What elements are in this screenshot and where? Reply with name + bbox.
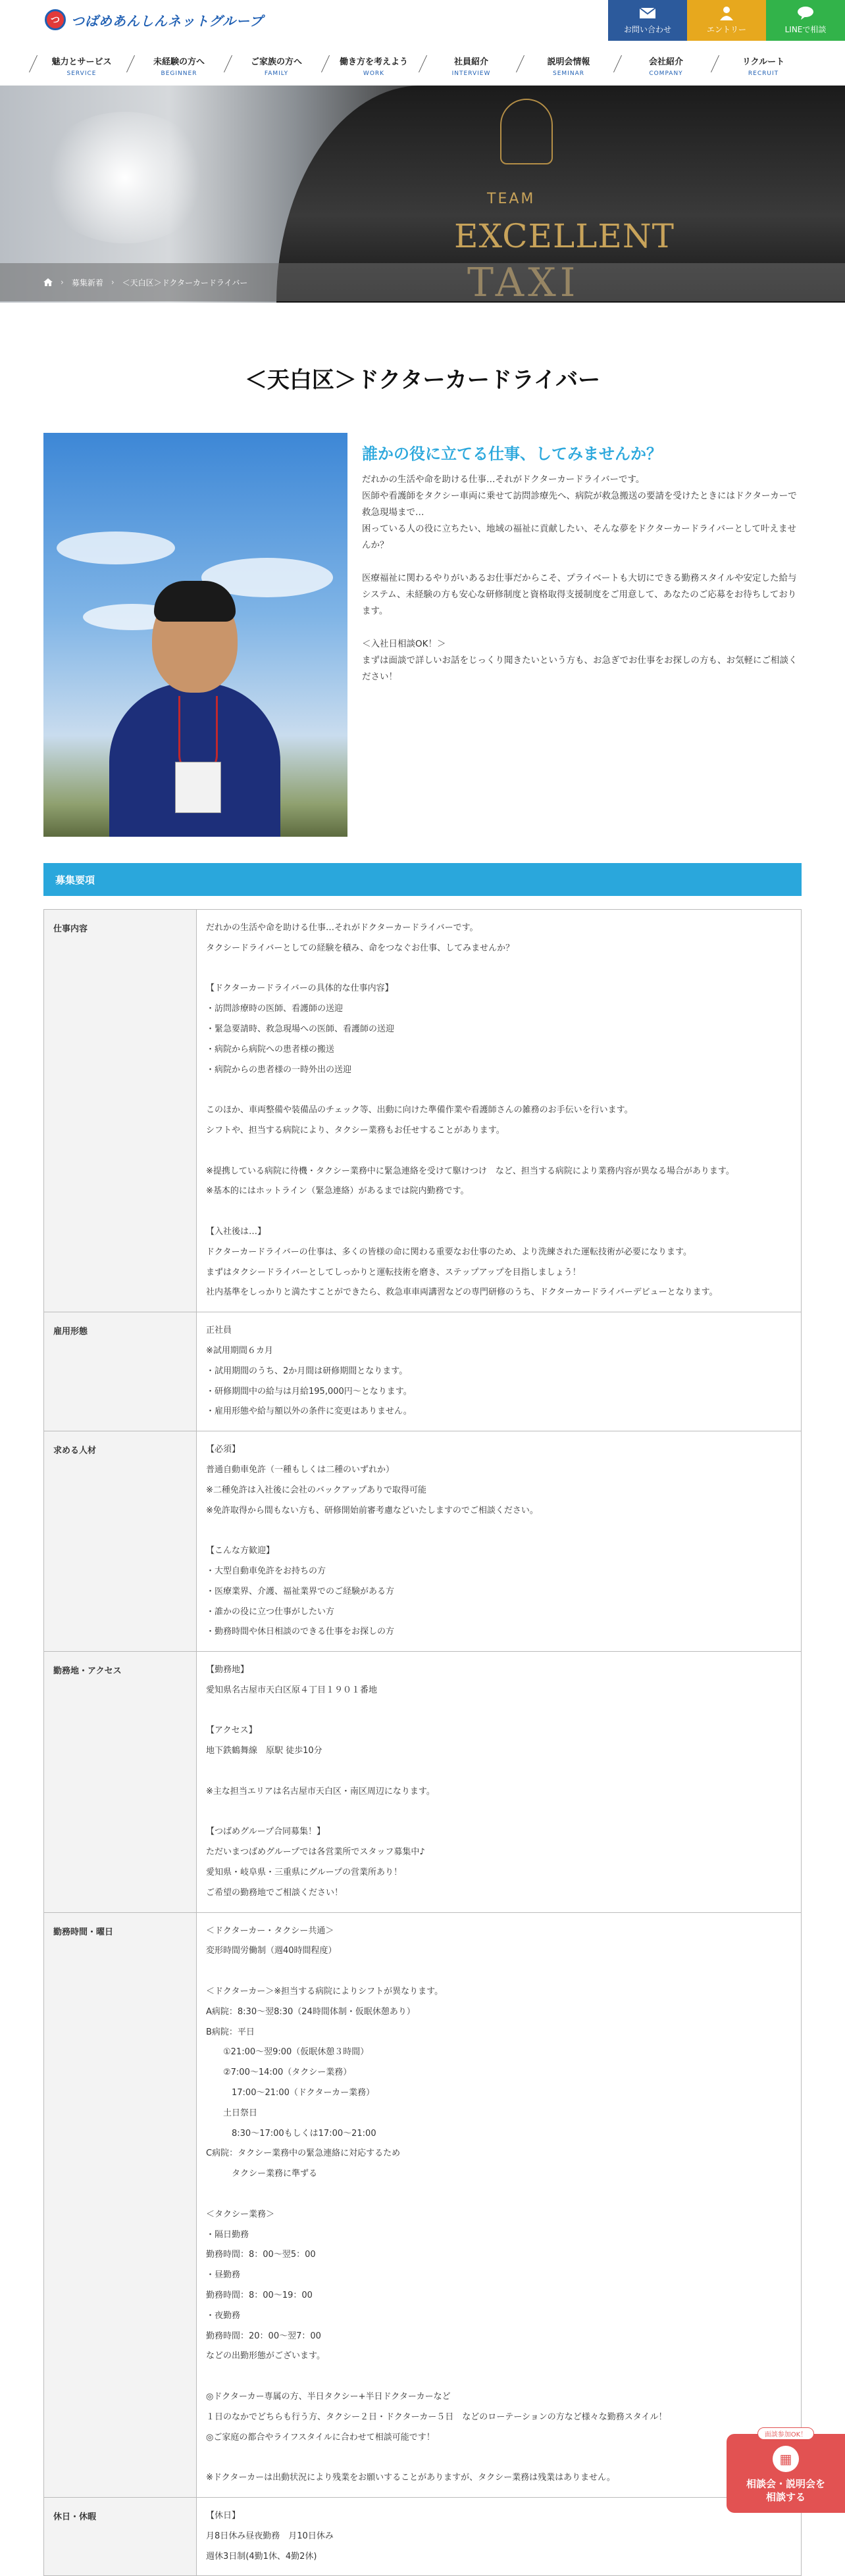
hero-text-excellent: EXCELLENT — [454, 217, 675, 255]
nav-service[interactable] — [33, 46, 130, 86]
nav-seminar[interactable] — [520, 46, 617, 86]
nav-sub: INTERVIEW — [451, 70, 491, 77]
breadcrumb — [0, 263, 845, 301]
nav-work[interactable] — [325, 46, 423, 86]
line-chat-icon — [797, 6, 814, 20]
page-title: ＜天白区＞ドクターカードライバー — [244, 367, 601, 393]
nav-sub: RECRUIT — [748, 70, 779, 77]
hero-text-team: TEAM — [487, 191, 536, 207]
entry-label: エントリー — [706, 25, 746, 34]
nav-sub: WORK — [363, 70, 385, 77]
row-value: 【勤務地】 愛知県名古屋市天白区原４丁目１９０１番地 【アクセス】 地下鉄鶴舞線 原駅 徒歩10分 ※主な担当エリアは名古屋市天白区・南区周辺になります。 【つばめグループ合同募集！】 ただいまつばめグループでは各営業所でスタッフ募集中♪ 愛知県・岐阜県・三重県にグループの営業所あり！ ご希望の勤務地でご相談ください！ — [197, 1652, 802, 1913]
row-label: 勤務地・アクセス — [44, 1652, 197, 1913]
nav-sub: FAMILY — [264, 70, 289, 77]
top-buttons — [608, 0, 845, 41]
row-value: だれかの生活や命を助ける仕事…それがドクターカードライバーです。 タクシードライバーとしての経験を積み、命をつなぐお仕事、してみませんか？ 【ドクターカードライバーの具体的な仕事内容】 ・訪問診療時の医師、看護師の送迎 ・緊急要請時、救急現場への医師、看護師の送迎 ・病院から病院への患者様の搬送 ・病院からの患者様の一時外出の送迎 このほか、車両整備や装備品のチェック等、出動に向けた準備作業や看護師さんの雑務のお手伝いを行います。 シフトや、担当する病院により、タクシー業務もお任せすることがあります。 ※提携している病院に待機・タクシー業務中に緊急連絡を受けて駆けつけ など、担当する病院により業務内容が異なる場合があります。 ※基本的にはホットライン（緊急連絡）があるまでは院内勤務です。 【入社後は…】 ドクターカードライバーの仕事は、多くの皆様の命に関わる重要なお仕事のため、より洗練された運転技術が必要になります。 まずはタクシードライバーとしてしっかりと運転技術を磨き、ステップアップを目指しましょう！ 社内基準をしっかりと満たすことができたら、救急車車両講習などの専門研修のうち、ドクターカードライバーデビューとなります。 — [197, 910, 802, 1312]
logo-text: つばめあんしんネットグループ — [71, 12, 263, 29]
calendar-icon: ▦ — [773, 2446, 799, 2472]
nav-company[interactable] — [617, 46, 715, 86]
breadcrumb-separator: › — [61, 278, 64, 287]
nav-label: ご家族の方へ — [250, 57, 302, 67]
logo-mark: つ — [45, 9, 66, 30]
site-header — [0, 0, 845, 86]
nav-label: 説明会情報 — [547, 57, 590, 67]
row-label: 仕事内容 — [44, 910, 197, 1312]
nav-label: 魅力とサービス — [51, 57, 112, 67]
row-value: ＜ドクターカー・タクシー共通＞ 変形時間労働制（週40時間程度） ＜ドクターカー＞※担当する病院によりシフトが異なります。 A病院：8:30〜翌8:30（24時間体制・仮眠休憩あり） B病院：平日 ①21:00〜翌9:00（仮眠休憩３時間） ②7:00〜14:00（タクシー業務） 17:00〜21:00（ドクターカー業務） 土日祭日 8:30〜17:00もしくは17:00〜21:00 C病院：タクシー業務中の緊急連絡に対応するため タクシー業務に準ずる ＜タクシー業務＞ ・隔日勤務 勤務時間：8：00〜翌5：00 ・昼勤務 勤務時間：8：00〜19：00 ・夜勤務 勤務時間：20：00〜翌7：00 などの出勤形態がございます。 ◎ドクターカー専属の方、半日タクシー+半日ドクターカーなど １日のなかでどちらも行う方、タクシー２日・ドクターカー５日 などのローテーションの方など様々な勤務スタイル！ ◎ご家庭の都合やライフスタイルに合わせて相談可能です！ ※ドクターカーは出動状況により残業をお願いすることがありますが、タクシー業務は残業はありません。 — [197, 1912, 802, 2497]
breadcrumb-item[interactable]: 募集新着 — [71, 278, 103, 287]
intro-body: だれかの生活や命を助ける仕事…それがドクターカードライバーです。 医師や看護師をタクシー車両に乗せて訪問診療先へ、病院が救急搬送の要請を受けたときにはドクターカーで救急現場まで… 困っている人の役に立ちたい、地域の福祉に貢献したい、そんな夢をドクターカードライバーとして叶えませんか？ 医療福祉に関わるやりがいあるお仕事だからこそ、プライベートも大切にできる勤務スタイルや安定した給与システム、未経験の方も安心な研修制度と資格取得支援制度をご用意して、あなたのご応募をお待ちしております。 ＜入社日相談OK！＞ まずは面談で詳しいお話をじっくり聞きたいという方も、お急ぎでお仕事をお探しの方も、お気軽にご相談ください！ — [362, 474, 798, 682]
row-label: 求める人材 — [44, 1431, 197, 1652]
nav-sub: SERVICE — [66, 70, 97, 77]
nav-family[interactable] — [228, 46, 325, 86]
nav-sub: BEGINNER — [161, 70, 197, 77]
id-badge — [175, 762, 221, 813]
home-icon[interactable] — [43, 278, 53, 286]
person-icon — [718, 6, 735, 20]
nav-label: 未経験の方へ — [153, 57, 205, 67]
table-row — [44, 2497, 802, 2575]
nav-beginner[interactable] — [130, 46, 228, 86]
table-row — [44, 1912, 802, 2497]
nav-label: 働き方を考えよう — [339, 57, 408, 67]
intro-heading: 誰かの役に立てる仕事、してみませんか？ — [362, 445, 662, 463]
row-label: 休日・休暇 — [44, 2497, 197, 2575]
nav-recruit[interactable] — [715, 46, 812, 86]
site-logo[interactable] — [45, 9, 263, 30]
person-hair — [154, 581, 236, 622]
table-row — [44, 1652, 802, 1913]
contact-button[interactable] — [608, 0, 687, 41]
line-consult-label: LINEで相談 — [784, 25, 827, 34]
nav-sub: COMPANY — [649, 70, 683, 77]
consultation-floating-button[interactable] — [727, 2431, 845, 2513]
row-value: 正社員 ※試用期間６カ月 ・試用期間のうち、2か月間は研修期間となります。 ・研修期間中の給与は月給195,000円〜となります。 ・雇用形態や給与額以外の条件に変更はありません。 — [197, 1312, 802, 1431]
intro-block — [362, 441, 802, 685]
fab-tag: 面談参加OK！ — [757, 2427, 814, 2440]
row-value: 【必須】 普通自動車免許（一種もしくは二種のいずれか） ※二種免許は入社後に会社のバックアップありで取得可能 ※免許取得から間もない方も、研修開始前審考慮などいたしますのでご相談ください。 【こんな方歓迎】 ・大型自動車免許をお持ちの方 ・医療業界、介護、福祉業界でのご経験がある方 ・誰かの役に立つ仕事がしたい方 ・勤務時間や休日相談のできる仕事をお探しの方 — [197, 1431, 802, 1652]
line-consult-button[interactable] — [766, 0, 845, 41]
nav-interview[interactable] — [423, 46, 520, 86]
row-value: 【休日】 月8日休み昼夜勤務 月10日休み 週休3日制(4勤1休、4勤2休) — [197, 2497, 802, 2575]
breadcrumb-separator: › — [111, 278, 115, 287]
hero-light — [39, 112, 211, 243]
row-label: 勤務時間・曜日 — [44, 1912, 197, 2497]
job-details-table — [43, 909, 802, 2576]
fab-label: 相談会・説明会を 相談する — [746, 2478, 825, 2503]
nav-sub: SEMINAR — [553, 70, 584, 77]
table-row — [44, 1431, 802, 1652]
nav-label: 会社紹介 — [648, 57, 683, 67]
row-label: 雇用形態 — [44, 1312, 197, 1431]
entry-button[interactable] — [687, 0, 766, 41]
breadcrumb-current: ＜天白区＞ドクターカードライバー — [122, 278, 248, 287]
table-row — [44, 910, 802, 1312]
mail-icon — [639, 6, 656, 20]
nav-label: リクルート — [742, 57, 785, 67]
table-row — [44, 1312, 802, 1431]
nav-label: 社員紹介 — [453, 57, 488, 67]
global-nav — [33, 46, 812, 86]
taxi-emblem-icon — [500, 99, 553, 164]
section-title-bar: 募集要項 — [43, 863, 802, 896]
contact-label: お問い合わせ — [623, 25, 671, 34]
driver-photo — [43, 433, 347, 837]
